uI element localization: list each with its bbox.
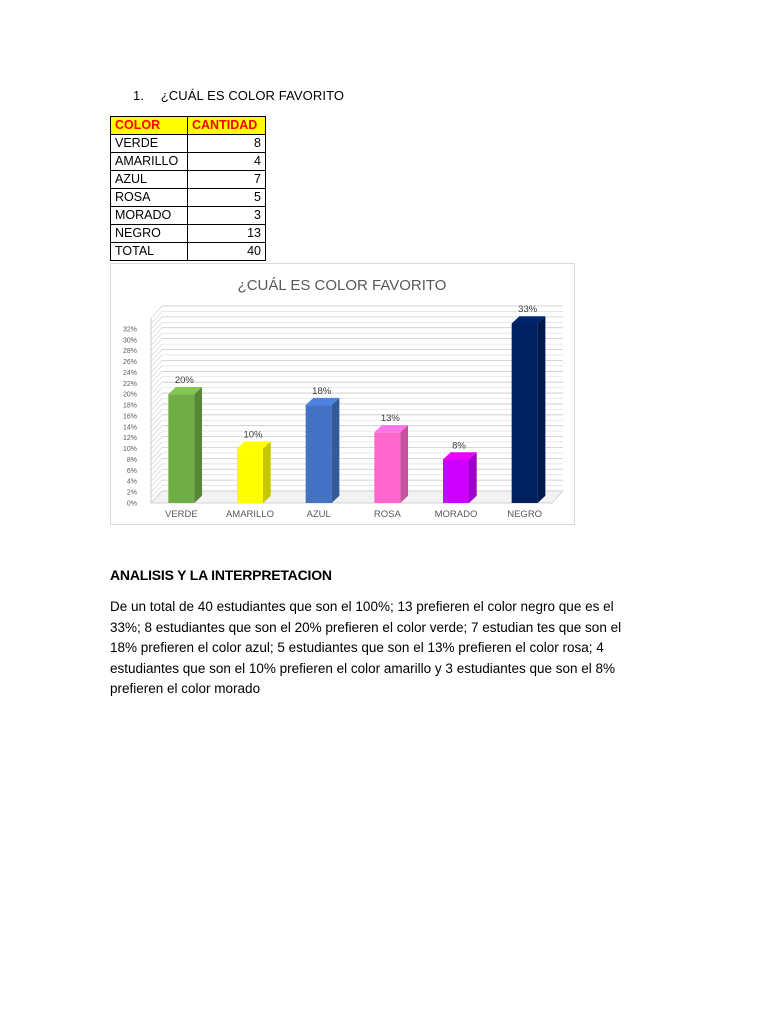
side-gridline: [151, 475, 162, 487]
bar-side: [194, 387, 202, 503]
side-gridline: [151, 382, 162, 394]
side-gridline: [151, 388, 162, 400]
side-gridline: [151, 426, 162, 438]
side-gridline: [151, 360, 162, 372]
x-tick-label: NEGRO: [507, 509, 543, 520]
data-label: 8%: [452, 440, 466, 452]
cell-color: ROSA: [111, 189, 188, 207]
bar-chart: [110, 263, 575, 525]
bar-front: [512, 323, 538, 503]
bar-front: [306, 405, 332, 503]
side-gridline: [151, 404, 162, 416]
x-tick-label: VERDE: [164, 509, 198, 520]
chart-svg: [111, 264, 574, 524]
side-gridline: [151, 409, 162, 421]
side-gridline: [151, 344, 162, 356]
y-tick-label: 28%: [122, 348, 137, 356]
y-tick-label: 8%: [126, 456, 137, 464]
y-tick-label: 14%: [122, 424, 137, 432]
analysis-line: De un total de 40 estudiantes que son el 100%; 13 prefieren el color negro que es el: [110, 599, 614, 614]
header-quantity: CANTIDAD: [188, 117, 266, 135]
y-tick-label: 0%: [126, 500, 137, 508]
side-gridline: [151, 311, 162, 323]
side-gridline: [151, 458, 162, 470]
cell-color: AZUL: [111, 171, 188, 189]
y-tick-label: 18%: [122, 402, 137, 410]
table-row: [111, 207, 266, 225]
side-gridline: [151, 350, 162, 362]
cell-quantity: 5: [188, 189, 266, 207]
table-row: [111, 189, 266, 207]
chart-title: ¿CUÁL ES COLOR FAVORITO: [237, 277, 447, 294]
question-heading: [133, 88, 344, 103]
side-gridline: [151, 447, 162, 459]
y-tick-label: 6%: [126, 467, 137, 475]
y-tick-label: 10%: [122, 446, 137, 454]
side-gridline: [151, 431, 162, 443]
data-label: 18%: [312, 385, 332, 397]
cell-quantity: 4: [188, 153, 266, 171]
side-gridline: [151, 399, 162, 411]
side-gridline: [151, 333, 162, 345]
cell-color: MORADO: [111, 207, 188, 225]
question-text: ¿CUÁL ES COLOR FAVORITO: [160, 88, 345, 103]
side-gridline: [151, 469, 162, 481]
table-row-total: [111, 243, 266, 261]
y-tick-label: 26%: [122, 359, 137, 367]
cell-color: AMARILLO: [111, 153, 188, 171]
side-gridline: [151, 355, 162, 367]
side-gridline: [151, 420, 162, 432]
y-tick-label: 22%: [122, 380, 137, 388]
cell-quantity: 8: [188, 135, 266, 153]
y-tick-label: 30%: [122, 337, 137, 345]
side-gridline: [151, 437, 162, 449]
side-gridline: [151, 306, 162, 318]
table-row: [111, 153, 266, 171]
analysis-line: prefieren el color morado: [110, 681, 261, 697]
y-tick-label: 4%: [126, 478, 137, 486]
x-tick-label: MORADO: [434, 509, 478, 520]
analysis-line: estudiantes que son el 10% prefieren el color amarillo y 3 estudiantes que son el 8%: [110, 660, 616, 676]
analysis-line: 33%; 8 estudiantes que son el 20% prefieren el color verde; 7 estudian tes que son el: [110, 619, 622, 635]
y-tick-label: 12%: [122, 435, 137, 443]
bar-front: [237, 449, 263, 503]
table-row: [111, 135, 266, 153]
data-label: 10%: [243, 429, 263, 441]
chart-floor: [151, 491, 563, 503]
table-row: [111, 171, 266, 189]
side-gridline: [151, 415, 162, 427]
data-table: [110, 116, 266, 261]
cell-total-label: TOTAL: [111, 243, 188, 261]
analysis-paragraph: [110, 597, 670, 700]
bar-side: [538, 316, 546, 503]
x-tick-label: AZUL: [306, 509, 331, 520]
cell-quantity: 7: [188, 171, 266, 189]
cell-color: VERDE: [111, 135, 188, 153]
question-number: 1.: [133, 88, 145, 103]
side-gridline: [151, 480, 162, 492]
side-gridline: [151, 371, 162, 383]
side-gridline: [151, 366, 162, 378]
y-tick-label: 16%: [122, 413, 137, 421]
cell-quantity: 3: [188, 207, 266, 225]
side-gridline: [151, 453, 162, 465]
y-tick-label: 20%: [122, 391, 137, 399]
cell-color: NEGRO: [111, 225, 188, 243]
x-tick-label: AMARILLO: [225, 509, 275, 520]
bar-front: [168, 394, 194, 503]
data-label: 20%: [174, 374, 194, 386]
bar-side: [400, 425, 408, 503]
analysis-line: 18% prefieren el color azul; 5 estudiantes que son el 13% prefieren el color rosa; 4: [110, 640, 604, 656]
side-gridline: [151, 322, 162, 334]
side-gridline: [151, 317, 162, 329]
side-gridline: [151, 393, 162, 405]
side-gridline: [151, 328, 162, 340]
side-gridline: [151, 377, 162, 389]
bar-side: [469, 452, 477, 503]
cell-total-value: 40: [188, 243, 266, 261]
y-tick-label: 32%: [122, 326, 137, 334]
table-row: [111, 225, 266, 243]
bar-front: [443, 459, 469, 503]
data-label: 13%: [380, 413, 400, 425]
cell-quantity: 13: [188, 225, 266, 243]
bar-side: [263, 441, 271, 503]
y-tick-label: 2%: [126, 489, 137, 497]
analysis-title: ANALISIS Y LA INTERPRETACION: [110, 567, 332, 583]
side-gridline: [151, 442, 162, 454]
bar-front: [374, 432, 400, 503]
side-gridline: [151, 464, 162, 476]
bar-side: [332, 398, 340, 503]
side-gridline: [151, 339, 162, 351]
data-label: 33%: [518, 304, 538, 316]
table-header-row: [111, 117, 266, 135]
y-tick-label: 24%: [122, 369, 137, 377]
header-color: COLOR: [111, 117, 188, 135]
x-tick-label: ROSA: [373, 509, 401, 520]
